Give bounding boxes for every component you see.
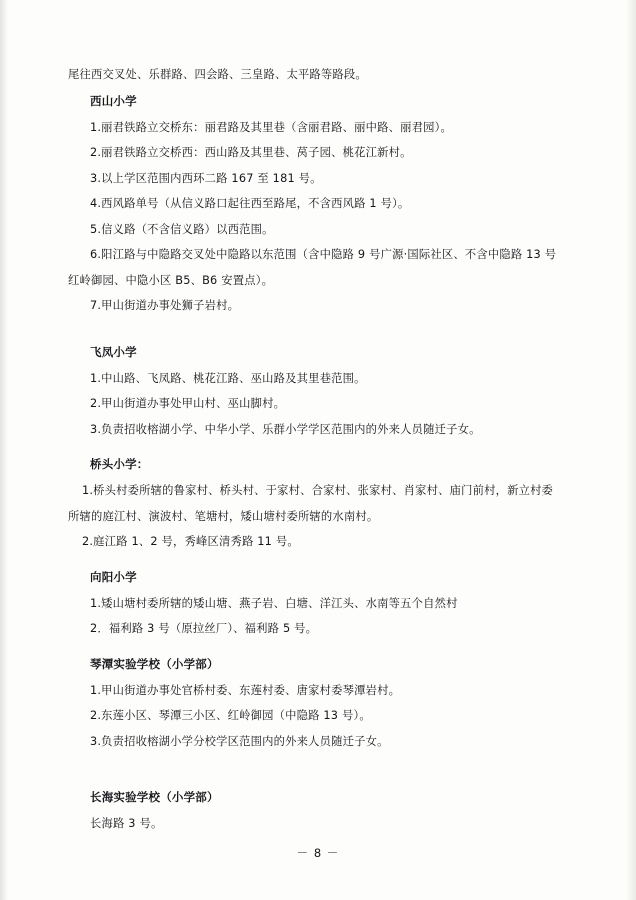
list-item: 5.信义路（不含信义路）以西范围。	[90, 222, 274, 236]
list-item-continuation: 所辖的庭江村、演波村、笔塘村，矮山塘村委所辖的水南村。	[68, 509, 379, 523]
list-item: 1.丽君铁路立交桥东：丽君路及其里巷（含丽君路、丽中路、丽君园）。	[90, 120, 452, 134]
list-item: 1.中山路、飞凤路、桃花江路、巫山路及其里巷范围。	[90, 371, 366, 385]
spacer	[68, 555, 568, 564]
list-item: 3.以上学区范围内西环二路 167 至 181 号。	[90, 171, 322, 185]
paragraph-intro: 尾往西交叉处、乐群路、四会路、三皇路、太平路等路段。	[68, 68, 367, 81]
list-item: 2.丽君铁路立交桥西：西山路及其里巷、莴子园、桃花江新村。	[90, 146, 412, 159]
spacer	[68, 754, 568, 784]
section-heading-qintan-school: 琴潭实验学校（小学部）	[90, 656, 219, 671]
section-heading-xiangyang-primary: 向阳小学	[90, 569, 137, 584]
section-heading-changhai-school: 长海实验学校（小学部）	[90, 790, 219, 804]
section-heading-xishan-primary: 西山小学	[90, 93, 137, 108]
list-item: 1.桥头村委所辖的鲁家村、桥头村、于家村、合家村、张家村、肖家村、庙门前村，新立村委	[82, 484, 554, 497]
list-item-continuation: 红岭御园、中隐小区 B5、B6 安置点）。	[68, 273, 274, 287]
spacer	[68, 642, 568, 651]
spacer	[68, 442, 568, 451]
list-item: 2.庭江路 1、2 号，秀峰区清秀路 11 号。	[82, 535, 299, 548]
list-item: 7.甲山街道办事处狮子岩村。	[90, 299, 240, 312]
list-item: 1.甲山街道办事处官桥村委、东莲村委、唐家村委琴潭岩村。	[90, 683, 401, 697]
spacer	[68, 319, 568, 339]
section-heading-qiaotou-primary: 桥头小学：	[90, 457, 149, 471]
list-item: 2．福利路 3 号（原拉丝厂）、福利路 5 号。	[90, 622, 318, 635]
list-item: 2.甲山街道办事处甲山村、巫山脚村。	[90, 397, 286, 410]
section-heading-feifeng-primary: 飞凤小学	[90, 344, 137, 359]
list-item: 3.负责招收榕湖小学分校学区范围内的外来人员随迁子女。	[90, 734, 389, 748]
list-item: 1.矮山塘村委所辖的矮山塘、燕子岩、白塘、洋江头、水南等五个自然村	[90, 596, 458, 610]
list-item: 6.阳江路与中隐路交叉处中隐路以东范围（含中隐路 9 号广源·国际社区、不含中隐路 13 号	[90, 248, 557, 261]
page-number: － 8 －	[296, 846, 340, 860]
list-item: 长海路 3 号。	[90, 817, 163, 830]
list-item: 2.东莲小区、琴潭三小区、红岭御园（中隐路 13 号）。	[90, 709, 371, 722]
document-body	[68, 62, 568, 837]
list-item: 3.负责招收榕湖小学、中华小学、乐群小学学区范围内的外来人员随迁子女。	[90, 422, 481, 436]
list-item: 4.西风路单号（从信义路口起往西至路尾，不含西风路 1 号）。	[90, 197, 410, 210]
